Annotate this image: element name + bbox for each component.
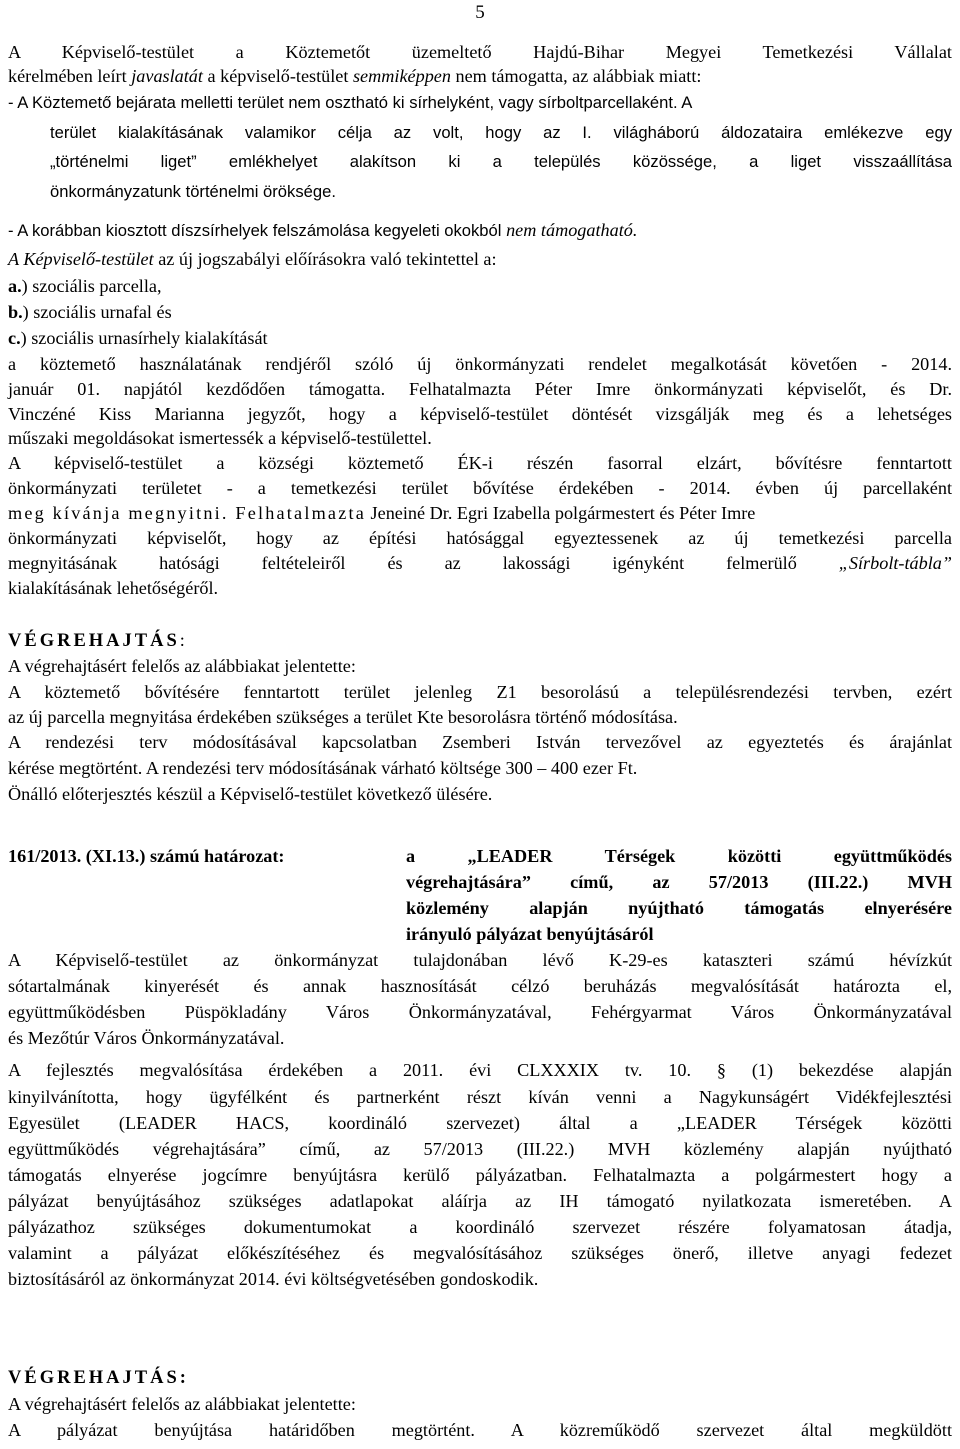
cemetery-line-5: megnyitásának hatósági feltételeiről és az lakossági igényként felmerülő „Sírbolt-tábla” — [8, 553, 952, 573]
execution-1-line-5: kérése megtörtént. A rendezési terv módosításának várható költsége 300 – 400 ezer Ft. — [8, 758, 638, 778]
resolution-title-line-2: végrehajtására” című, az 57/2013 (III.22.) MVH — [406, 872, 952, 892]
execution-1-line-2: A köztemető bővítésére fenntartott terület jelenleg Z1 besorolású a településrendezési tervben, ezért — [8, 682, 952, 702]
bullet-2: - A korábban kiosztott díszsírhelyek felszámolása kegyeleti okokból nem támogatható. — [8, 220, 638, 240]
page-number: 5 — [475, 2, 485, 23]
cemetery-line-1: A képviselő-testület a községi köztemető ÉK-i részén fasorral elzárt, bővítésre fenntartott — [8, 453, 952, 473]
execution-1-line-1: A végrehajtásért felelős az alábbiakat jelentette: — [8, 656, 356, 676]
cemetery-line-3: meg kívánja megnyitni. Felhatalmazta Jeneiné Dr. Egri Izabella polgármestert és Péter Imre — [8, 503, 756, 523]
body-p1-line-3: együttműködésben Püspökladány Város Önkormányzatával, Fehérgyarmat Város Önkormányzatával — [8, 1002, 952, 1022]
body-p2-line-5: támogatás elnyerése jogcímre benyújtásra kerülő pályázatban. Felhatalmazta a polgármestert hogy a — [8, 1165, 952, 1185]
body-p2-line-2: kinyilvánította, hogy ügyfélként és partnerként részt kíván venni a Nagykunságért Vidékfejlesztési — [8, 1087, 952, 1107]
body-p2-line-6: pályázat benyújtásához szükséges adatlapokat aláírja az IH támogató nyilatkozata ismeretében. A — [8, 1191, 952, 1211]
bullet-1-line-3: „történelmi liget” emlékhelyet alakítson ki a település közössége, a liget visszaállítása — [50, 152, 952, 171]
support-line-5: a köztemető használatának rendjéről szóló új önkormányzati rendelet megalkotását követően - 2014. — [8, 354, 952, 374]
resolution-title-line-4: irányuló pályázat benyújtásáról — [406, 924, 654, 944]
execution-1-line-3: az új parcella megnyitása érdekében szükséges a terület Kte besorolásra történő módosítása. — [8, 707, 678, 727]
bullet-1-line-2: terület kialakításának valamikor célja az volt, hogy az I. világháború áldozataira emlékezve egy — [50, 123, 952, 142]
support-line-8: műszaki megoldásokat ismertessék a képviselő-testülettel. — [8, 428, 432, 448]
body-p2-line-4: együttműködés végrehajtására” című, az 57/2013 (III.22.) MVH közlemény alapján nyújtható — [8, 1139, 952, 1159]
support-item-c: c.) szociális urnasírhely kialakítását — [8, 328, 268, 348]
execution-1-line-6: Önálló előterjesztés készül a Képviselő-testület következő ülésére. — [8, 784, 493, 804]
support-intro: A Képviselő-testület az új jogszabályi előírásokra való tekintettel a: — [8, 249, 497, 269]
body-p1-line-2: sótartalmának kinyerését és annak hasznosítását célzó beruházás megvalósítását határozta el, — [8, 976, 952, 996]
body-p2-line-7: pályázathoz szükséges dokumentumokat a koordináló szervezet részére folyamatosan átadja, — [8, 1217, 952, 1237]
bullet-1-line-1: - A Köztemető bejárata melletti terület nem osztható ki sírhelyként, vagy sírboltparcellaként. A — [8, 93, 693, 112]
bullet-1-line-4: önkormányzatunk történelmi öröksége. — [50, 182, 336, 201]
cemetery-line-6: kialakításának lehetőségéről. — [8, 578, 219, 598]
execution-2-line-1: A végrehajtásért felelős az alábbiakat jelentette: — [8, 1394, 356, 1414]
emphasis-javaslatat: javaslatát — [131, 66, 203, 86]
body-p1-line-1: A Képviselő-testület az önkormányzat tulajdonában lévő K-29-es kataszteri számú hévízkút — [8, 950, 952, 970]
body-p2-line-1: A fejlesztés megvalósítása érdekében a 2011. évi CLXXXIX tv. 10. § (1) bekezdése alapján — [8, 1060, 952, 1080]
body-p2-line-9: biztosításáról az önkormányzat 2014. évi költségvetésében gondoskodik. — [8, 1269, 539, 1289]
cemetery-line-4: önkormányzati képviselőt, hogy az építési hatósággal egyeztessenek az új temetkezési parcella — [8, 528, 952, 548]
resolution-number: 161/2013. (XI.13.) számú határozat: — [8, 846, 285, 866]
resolution-title-line-1: a „LEADER Térségek közötti együttműködés — [406, 846, 952, 866]
cemetery-line-2: önkormányzati területet - a temetkezési terület bővítése érdekében - 2014. évben új parcellaként — [8, 478, 952, 498]
body-p2-line-3: Egyesület (LEADER HACS, koordináló szervezet) által a „LEADER Térségek közötti — [8, 1113, 952, 1133]
execution-heading-1: VÉGREHAJTÁS: — [8, 630, 185, 651]
support-line-7: Vinczéné Kiss Marianna jegyzőt, hogy a képviselő-testület döntését vizsgálják meg és a lehetséges — [8, 404, 952, 424]
intro-line-2: kérelmében leírt javaslatát a képviselő-testület semmiképpen nem támogatta, az alábbiak miatt: — [8, 66, 702, 86]
body-p1-line-4: és Mezőtúr Város Önkormányzatával. — [8, 1028, 285, 1048]
support-item-b: b.) szociális urnafal és — [8, 302, 172, 322]
support-item-a: a.) szociális parcella, — [8, 276, 162, 296]
resolution-title-line-3: közlemény alapján nyújtható támogatás elnyerésére — [406, 898, 952, 918]
support-line-6: január 01. napjától kezdődően támogatta. Felhatalmazta Péter Imre önkormányzati képviselőt, és Dr. — [8, 379, 952, 399]
execution-1-line-4: A rendezési terv módosításával kapcsolatban Zsemberi István tervezővel az egyeztetés és árajánlat — [8, 732, 952, 752]
body-p2-line-8: valamint a pályázat előkészítéséhez és megvalósításához szükséges önerő, illetve anyagi fedezet — [8, 1243, 952, 1263]
emphasis-semmikeppen: semmiképpen — [352, 66, 451, 86]
intro-line-1: A Képviselő-testület a Köztemetőt üzemeltető Hajdú-Bihar Megyei Temetkezési Vállalat — [8, 42, 952, 62]
execution-heading-2: VÉGREHAJTÁS: — [8, 1368, 189, 1388]
execution-2-line-2: A pályázat benyújtása határidőben megtörtént. A közreműködő szervezet által megküldött — [8, 1420, 952, 1440]
